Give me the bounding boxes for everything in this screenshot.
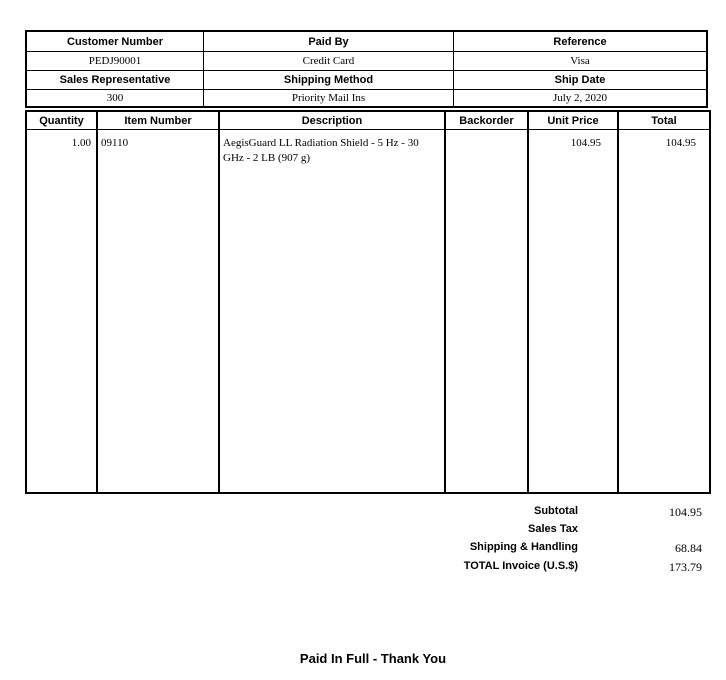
customer-number-header: Customer Number (67, 35, 163, 48)
row-total: 104.95 (665, 137, 696, 149)
shipping-method-header: Shipping Method (203, 71, 453, 89)
info-value-row-2 (27, 90, 706, 106)
total-header: Total (651, 114, 677, 127)
shipping-handling-label: Shipping & Handling (469, 541, 578, 553)
sales-rep-value: 300 (106, 92, 124, 104)
column-divider (218, 112, 220, 492)
order-info-table (25, 30, 708, 108)
column-divider (527, 112, 529, 492)
column-divider (96, 112, 98, 492)
backorder-header: Backorder (459, 114, 514, 127)
row-quantity: 1.00 (71, 137, 91, 149)
sales-rep-header: Sales Representative (59, 74, 171, 86)
customer-number-value: PEDJ90001 (88, 55, 142, 67)
unit-price-header: Unit Price (547, 114, 599, 127)
description-header: Description (301, 114, 363, 127)
ship-date-header: Ship Date (453, 71, 706, 89)
quantity-header: Quantity (39, 114, 84, 127)
row-unit-price: 104.95 (570, 137, 601, 149)
row-description (223, 136, 441, 166)
shipping-handling-value: 68.84 (675, 541, 702, 555)
sales-tax-label: Sales Tax (528, 523, 578, 535)
line-items-header (27, 112, 709, 130)
row-item-number: 09110 (101, 137, 129, 149)
paid-by-header: Paid By (203, 32, 453, 51)
column-divider (617, 112, 619, 492)
paid-in-full-message: Paid In Full - Thank You (299, 651, 447, 666)
row-description-line-1: AegisGuard LL Radiation Shield - 5 Hz - 30 (223, 137, 419, 149)
row-description-line-2: GHz - 2 LB (907 g) (223, 152, 311, 164)
reference-value: Visa (453, 52, 706, 70)
paid-by-value: Credit Card (203, 52, 453, 70)
item-number-header: Item Number (124, 114, 192, 127)
subtotal-value: 104.95 (669, 505, 702, 519)
line-items-table (25, 110, 711, 494)
total-invoice-label: TOTAL Invoice (U.S.$) (463, 560, 578, 572)
shipping-method-value: Priority Mail Ins (203, 90, 453, 106)
reference-header: Reference (453, 32, 706, 51)
subtotal-label: Subtotal (534, 505, 578, 517)
info-header-row-1 (27, 32, 706, 52)
info-header-row-2 (27, 71, 706, 90)
info-value-row-1 (27, 52, 706, 71)
ship-date-value: July 2, 2020 (453, 90, 706, 106)
total-invoice-value: 173.79 (669, 560, 702, 574)
column-divider (444, 112, 446, 492)
